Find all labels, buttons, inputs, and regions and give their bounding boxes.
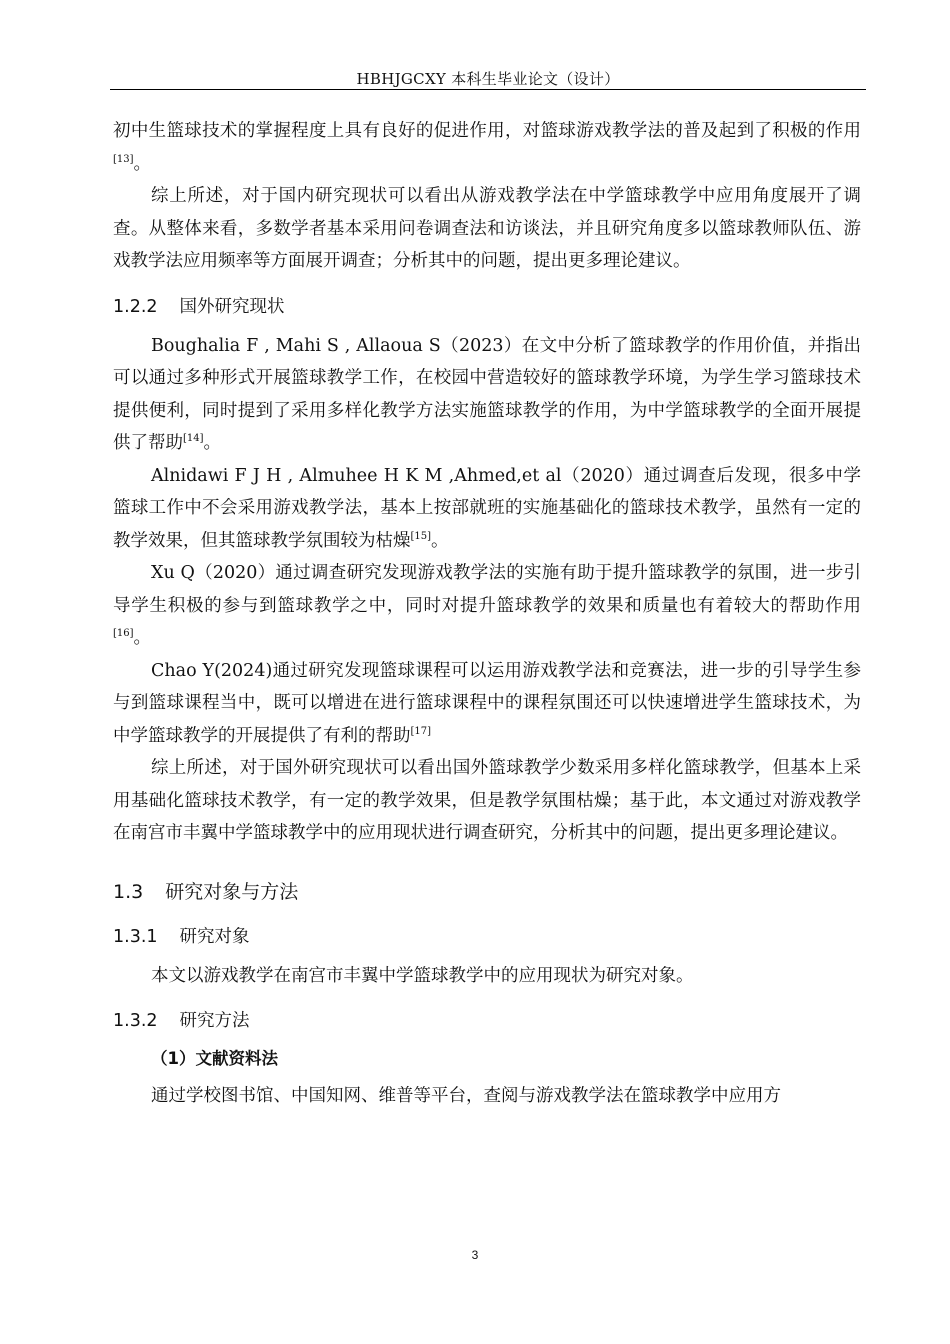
- section-heading-1-3: [113, 876, 861, 908]
- paragraph-tail: 。: [133, 628, 152, 648]
- paragraph-alnidawi: [113, 460, 861, 558]
- section-number: 1.3: [113, 880, 144, 903]
- paragraph-text: Boughalia F , Mahi S , Allaoua S（2023）在文中分析了篮球教学的作用价值，并指出可以通过多种形式开展篮球教学工作，在校园中营造较好的篮球教学环境，为学生学习篮球技术提供便利，同时提到了采用多样化教学方法实施篮球教学的作用，为中学篮球教学的全面开展提供了帮助: [113, 335, 861, 453]
- paragraph-text: 初中生篮球技术的掌握程度上具有良好的促进作用，对篮球游戏教学法的普及起到了积极的作用: [113, 121, 861, 141]
- citation: [13]: [113, 153, 134, 165]
- running-header: HBHJGCXY 本科生毕业论文（设计）: [356, 70, 620, 88]
- citation: [17]: [410, 725, 432, 737]
- paragraph-tail: 。: [203, 433, 222, 453]
- citation: [15]: [410, 530, 432, 542]
- section-title: 研究对象与方法: [165, 880, 299, 903]
- paragraph-text: Chao Y(2024)通过研究发现篮球课程可以运用游戏教学法和竞赛法，进一步的引导学生参与到篮球课程当中，既可以增进在进行篮球课程中的课程氛围还可以快速增进学生篮球技术，为中学篮球教学的开展提供了有利的帮助: [113, 660, 861, 746]
- section-heading-1-2-2: [113, 292, 861, 322]
- section-number: 1.3.1: [113, 926, 158, 947]
- paragraph-foreign-summary: 综上所述，对于国外研究现状可以看出国外篮球教学少数采用多样化篮球教学，但基本上采用基础化篮球技术教学，有一定的教学效果，但是教学氛围枯燥；基于此，本文通过对游戏教学在南宫市丰翼中学篮球教学中的应用现状进行调查研究，分析其中的问题，提出更多理论建议。: [113, 758, 861, 843]
- paragraph-tail: 。: [133, 153, 152, 174]
- citation: [14]: [183, 433, 204, 445]
- paragraph-continued: [113, 115, 861, 180]
- paragraph-research-object: 本文以游戏教学在南宫市丰翼中学篮球教学中的应用现状为研究对象。: [151, 965, 694, 986]
- header-rule: [110, 89, 866, 90]
- paragraph-text: Alnidawi F J H , Almuhee H K M ,Ahmed,et al（2020）通过调查后发现，很多中学篮球工作中不会采用游戏教学法，基本上按部就班的实施基础化的篮球技术教学，虽然有一定的教学效果，但其篮球教学氛围较为枯燥: [113, 465, 861, 551]
- section-number: 1.3.2: [113, 1011, 158, 1031]
- paragraph-xu: [113, 557, 861, 655]
- subsection-heading-literature: （1）文献资料法: [151, 1049, 278, 1068]
- section-heading-1-3-1: [113, 922, 861, 952]
- page-number: 3: [471, 1248, 479, 1262]
- page-body: [113, 115, 861, 1113]
- paragraph-boughalia: [113, 330, 861, 460]
- section-title: 国外研究现状: [179, 296, 285, 317]
- section-heading-1-3-2: [113, 1006, 861, 1036]
- paragraph-tail: 。: [431, 530, 449, 551]
- citation: [16]: [113, 628, 134, 640]
- paragraph-literature-method: 通过学校图书馆、中国知网、维普等平台，查阅与游戏教学法在篮球教学中应用方: [151, 1086, 781, 1106]
- section-title: 研究对象: [179, 926, 250, 947]
- paragraph-chao: [113, 655, 861, 753]
- section-title: 研究方法: [179, 1011, 250, 1031]
- section-number: 1.2.2: [113, 296, 158, 317]
- paragraph-domestic-summary: 综上所述，对于国内研究现状可以看出从游戏教学法在中学篮球教学中应用角度展开了调查。从整体来看，多数学者基本采用问卷调查法和访谈法，并且研究角度多以篮球教师队伍、游戏教学法应用频率等方面展开调查；分析其中的问题，提出更多理论建议。: [113, 186, 861, 271]
- paragraph-text: Xu Q（2020）通过调查研究发现游戏教学法的实施有助于提升篮球教学的氛围，进一步引导学生积极的参与到篮球教学之中，同时对提升篮球教学的效果和质量也有着较大的帮助作用: [113, 563, 861, 616]
